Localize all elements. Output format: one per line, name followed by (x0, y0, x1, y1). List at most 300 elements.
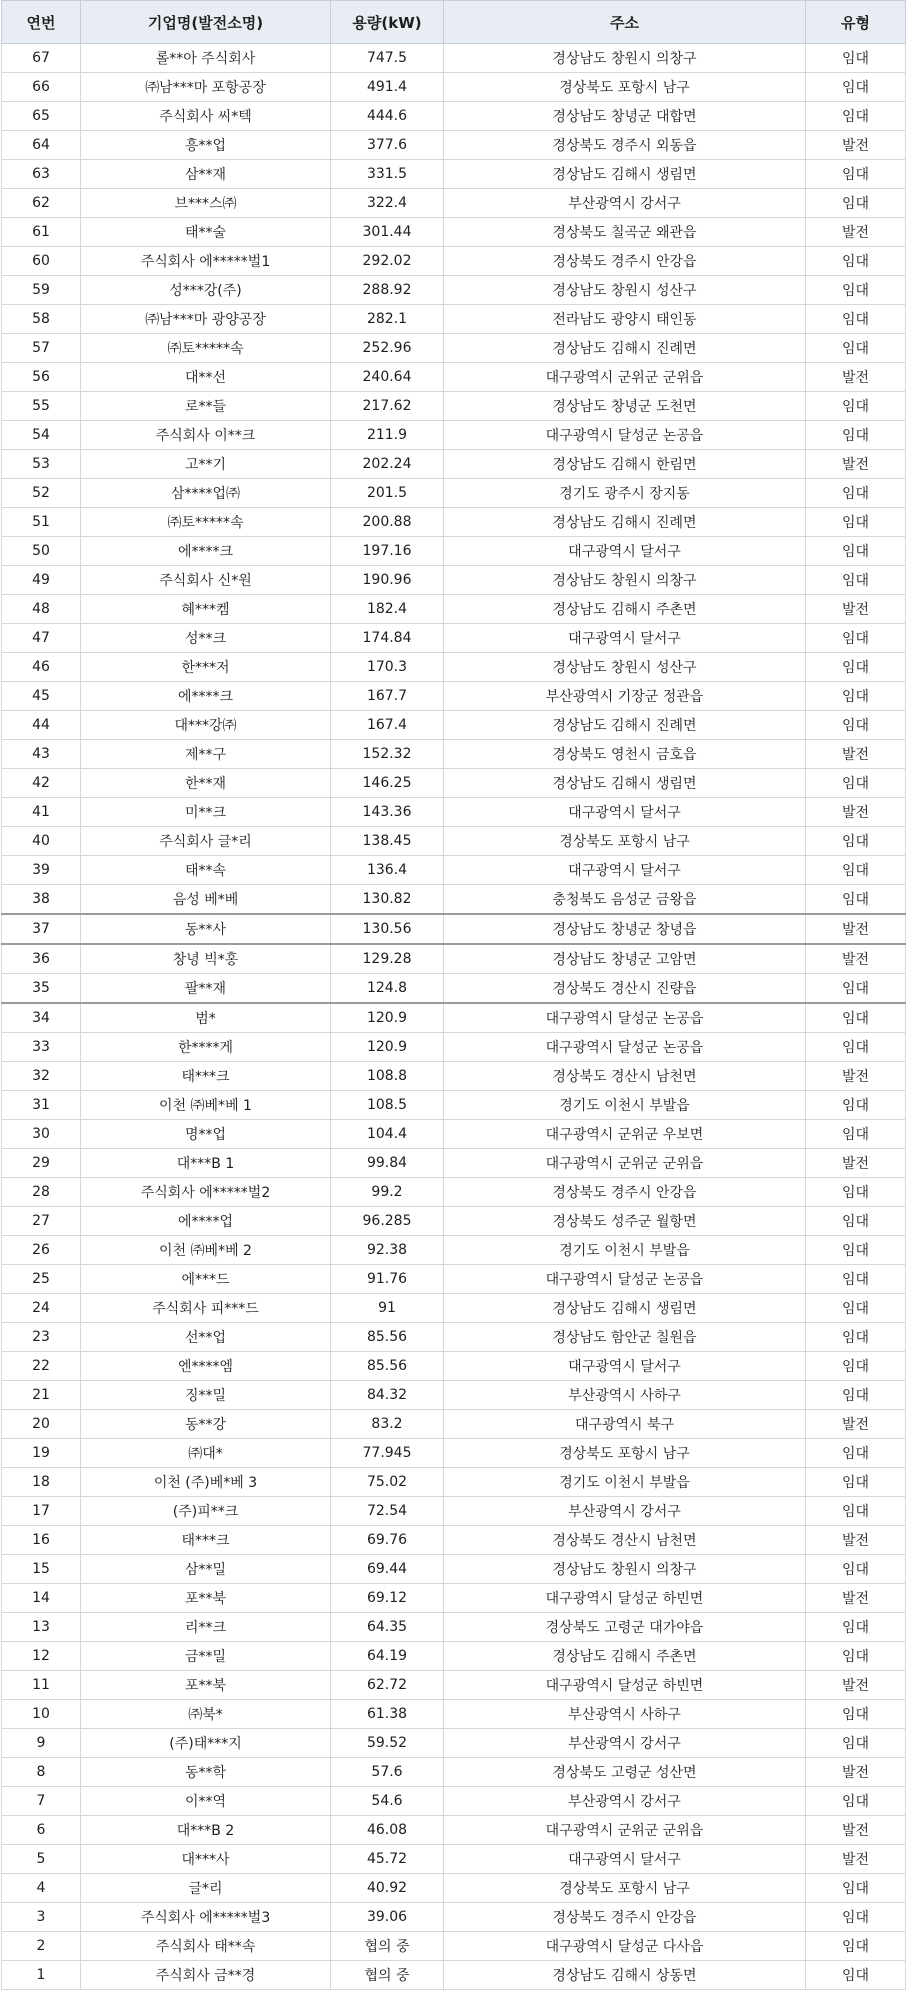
cell-type: 임대 (806, 1700, 906, 1729)
cell-no: 47 (2, 624, 81, 653)
cell-address: 경상남도 창녕군 고암면 (444, 944, 806, 974)
table-row (2, 421, 906, 450)
cell-company: 흥**업 (81, 131, 331, 160)
table-row (2, 856, 906, 885)
cell-no: 42 (2, 769, 81, 798)
table-row (2, 1381, 906, 1410)
cell-no: 21 (2, 1381, 81, 1410)
cell-type: 임대 (806, 1874, 906, 1903)
table-row (2, 1961, 906, 1990)
cell-company: 주식회사 금**경 (81, 1961, 331, 1990)
table-row (2, 1932, 906, 1961)
cell-type: 발전 (806, 1149, 906, 1178)
cell-capacity: 301.44 (331, 218, 444, 247)
cell-address: 경상남도 창원시 성산구 (444, 653, 806, 682)
cell-address: 경상남도 창녕군 창녕읍 (444, 914, 806, 944)
cell-no: 18 (2, 1468, 81, 1497)
cell-no: 3 (2, 1903, 81, 1932)
cell-capacity: 292.02 (331, 247, 444, 276)
cell-no: 56 (2, 363, 81, 392)
cell-no: 14 (2, 1584, 81, 1613)
table-row (2, 392, 906, 421)
cell-company: 태**술 (81, 218, 331, 247)
table-row (2, 1903, 906, 1932)
cell-type: 임대 (806, 1294, 906, 1323)
cell-no: 24 (2, 1294, 81, 1323)
cell-capacity: 협의 중 (331, 1961, 444, 1990)
table-row (2, 73, 906, 102)
cell-no: 38 (2, 885, 81, 915)
cell-company: 브***스㈜ (81, 189, 331, 218)
cell-type: 발전 (806, 1062, 906, 1091)
table-row (2, 508, 906, 537)
cell-address: 대구광역시 달서구 (444, 798, 806, 827)
cell-address: 부산광역시 강서구 (444, 1729, 806, 1758)
cell-capacity: 69.12 (331, 1584, 444, 1613)
cell-company: 주식회사 에*****벌3 (81, 1903, 331, 1932)
table-row (2, 363, 906, 392)
table-row (2, 1439, 906, 1468)
cell-capacity: 62.72 (331, 1671, 444, 1700)
table-row (2, 1555, 906, 1584)
table-row (2, 1120, 906, 1149)
cell-capacity: 167.4 (331, 711, 444, 740)
cell-company: ㈜남***마 포항공장 (81, 73, 331, 102)
cell-no: 65 (2, 102, 81, 131)
cell-capacity: 288.92 (331, 276, 444, 305)
cell-type: 임대 (806, 624, 906, 653)
cell-company: 제**구 (81, 740, 331, 769)
cell-no: 57 (2, 334, 81, 363)
cell-capacity: 152.32 (331, 740, 444, 769)
cell-address: 대구광역시 북구 (444, 1410, 806, 1439)
cell-address: 경상북도 포항시 남구 (444, 73, 806, 102)
cell-company: ㈜토*****속 (81, 508, 331, 537)
cell-capacity: 322.4 (331, 189, 444, 218)
cell-address: 경상남도 김해시 진례면 (444, 334, 806, 363)
cell-type: 임대 (806, 1091, 906, 1120)
cell-capacity: 64.35 (331, 1613, 444, 1642)
cell-type: 발전 (806, 1816, 906, 1845)
cell-address: 경상남도 김해시 진례면 (444, 508, 806, 537)
cell-capacity: 85.56 (331, 1352, 444, 1381)
cell-no: 52 (2, 479, 81, 508)
cell-capacity: 217.62 (331, 392, 444, 421)
table-row (2, 944, 906, 974)
table-row (2, 479, 906, 508)
cell-no: 11 (2, 1671, 81, 1700)
table-row (2, 305, 906, 334)
cell-company: 동**사 (81, 914, 331, 944)
cell-type: 임대 (806, 711, 906, 740)
cell-company: ㈜남***마 광양공장 (81, 305, 331, 334)
cell-type: 발전 (806, 450, 906, 479)
cell-capacity: 252.96 (331, 334, 444, 363)
table-row (2, 769, 906, 798)
cell-no: 16 (2, 1526, 81, 1555)
table-row (2, 1700, 906, 1729)
cell-address: 경상남도 김해시 생림면 (444, 769, 806, 798)
cell-no: 43 (2, 740, 81, 769)
cell-capacity: 91.76 (331, 1265, 444, 1294)
table-body (2, 44, 906, 1990)
cell-type: 임대 (806, 44, 906, 73)
table-row (2, 711, 906, 740)
cell-no: 49 (2, 566, 81, 595)
cell-no: 40 (2, 827, 81, 856)
cell-capacity: 120.9 (331, 1003, 444, 1033)
table-row (2, 334, 906, 363)
table-row (2, 1410, 906, 1439)
cell-company: 주식회사 피***드 (81, 1294, 331, 1323)
cell-no: 20 (2, 1410, 81, 1439)
cell-capacity: 104.4 (331, 1120, 444, 1149)
cell-no: 34 (2, 1003, 81, 1033)
cell-type: 임대 (806, 1003, 906, 1033)
cell-capacity: 협의 중 (331, 1932, 444, 1961)
cell-address: 경상북도 칠곡군 왜관읍 (444, 218, 806, 247)
cell-no: 48 (2, 595, 81, 624)
cell-address: 대구광역시 달성군 하빈면 (444, 1584, 806, 1613)
cell-type: 임대 (806, 1207, 906, 1236)
cell-type: 임대 (806, 1903, 906, 1932)
cell-address: 부산광역시 강서구 (444, 1787, 806, 1816)
table-row (2, 1671, 906, 1700)
cell-no: 60 (2, 247, 81, 276)
cell-type: 임대 (806, 827, 906, 856)
cell-type: 임대 (806, 1120, 906, 1149)
cell-capacity: 240.64 (331, 363, 444, 392)
table-row (2, 885, 906, 915)
cell-company: ㈜대* (81, 1439, 331, 1468)
table-row (2, 1149, 906, 1178)
table-row (2, 1323, 906, 1352)
cell-no: 27 (2, 1207, 81, 1236)
cell-type: 임대 (806, 1178, 906, 1207)
cell-company: 주식회사 태**속 (81, 1932, 331, 1961)
cell-type: 임대 (806, 1236, 906, 1265)
cell-type: 임대 (806, 102, 906, 131)
cell-company: 엔****엠 (81, 1352, 331, 1381)
cell-company: 이천 (주)베*베 3 (81, 1468, 331, 1497)
cell-capacity: 108.8 (331, 1062, 444, 1091)
cell-capacity: 46.08 (331, 1816, 444, 1845)
cell-type: 발전 (806, 1671, 906, 1700)
cell-company: 한****게 (81, 1033, 331, 1062)
cell-company: 대**선 (81, 363, 331, 392)
cell-capacity: 130.56 (331, 914, 444, 944)
cell-company: 금**밀 (81, 1642, 331, 1671)
cell-capacity: 64.19 (331, 1642, 444, 1671)
cell-address: 부산광역시 강서구 (444, 189, 806, 218)
table-row (2, 1497, 906, 1526)
cell-capacity: 69.76 (331, 1526, 444, 1555)
table-row (2, 1874, 906, 1903)
cell-company: ㈜토*****속 (81, 334, 331, 363)
cell-address: 경상북도 경주시 외동읍 (444, 131, 806, 160)
header-company: 기업명(발전소명) (81, 1, 331, 44)
cell-address: 경상남도 김해시 생림면 (444, 160, 806, 189)
cell-type: 임대 (806, 1642, 906, 1671)
cell-address: 대구광역시 달성군 논공읍 (444, 1003, 806, 1033)
cell-no: 37 (2, 914, 81, 944)
cell-no: 4 (2, 1874, 81, 1903)
cell-type: 발전 (806, 740, 906, 769)
table-row (2, 1091, 906, 1120)
cell-company: 동**강 (81, 1410, 331, 1439)
table-row (2, 1758, 906, 1787)
cell-no: 33 (2, 1033, 81, 1062)
cell-address: 대구광역시 달성군 하빈면 (444, 1671, 806, 1700)
cell-company: 에****크 (81, 682, 331, 711)
table-row (2, 653, 906, 682)
cell-address: 경상북도 포항시 남구 (444, 827, 806, 856)
cell-address: 대구광역시 달성군 다사읍 (444, 1932, 806, 1961)
cell-no: 55 (2, 392, 81, 421)
cell-no: 58 (2, 305, 81, 334)
cell-type: 임대 (806, 1497, 906, 1526)
cell-capacity: 83.2 (331, 1410, 444, 1439)
table-row (2, 1613, 906, 1642)
cell-type: 임대 (806, 537, 906, 566)
cell-no: 12 (2, 1642, 81, 1671)
cell-address: 경상북도 고령군 대가야읍 (444, 1613, 806, 1642)
cell-capacity: 167.7 (331, 682, 444, 711)
cell-company: 리**크 (81, 1613, 331, 1642)
cell-company: 에***드 (81, 1265, 331, 1294)
cell-company: 성***강(주) (81, 276, 331, 305)
cell-capacity: 201.5 (331, 479, 444, 508)
table-row (2, 740, 906, 769)
cell-company: 태**속 (81, 856, 331, 885)
cell-company: 동**학 (81, 1758, 331, 1787)
table-row (2, 1468, 906, 1497)
table-row (2, 1294, 906, 1323)
cell-capacity: 377.6 (331, 131, 444, 160)
table-row (2, 1787, 906, 1816)
cell-company: 이천 ㈜베*베 2 (81, 1236, 331, 1265)
cell-no: 29 (2, 1149, 81, 1178)
cell-capacity: 84.32 (331, 1381, 444, 1410)
cell-type: 임대 (806, 247, 906, 276)
cell-no: 46 (2, 653, 81, 682)
cell-address: 경상남도 창원시 의창구 (444, 1555, 806, 1584)
cell-no: 44 (2, 711, 81, 740)
cell-capacity: 491.4 (331, 73, 444, 102)
table-row (2, 102, 906, 131)
cell-capacity: 282.1 (331, 305, 444, 334)
cell-capacity: 54.6 (331, 1787, 444, 1816)
cell-no: 51 (2, 508, 81, 537)
cell-capacity: 99.2 (331, 1178, 444, 1207)
cell-no: 36 (2, 944, 81, 974)
cell-address: 경상남도 김해시 상동면 (444, 1961, 806, 1990)
header-capacity: 용량(kW) (331, 1, 444, 44)
cell-address: 경상북도 경산시 남천면 (444, 1062, 806, 1091)
cell-no: 53 (2, 450, 81, 479)
cell-capacity: 197.16 (331, 537, 444, 566)
cell-capacity: 444.6 (331, 102, 444, 131)
cell-company: 포**북 (81, 1584, 331, 1613)
cell-type: 임대 (806, 974, 906, 1004)
cell-capacity: 59.52 (331, 1729, 444, 1758)
cell-address: 경상북도 경주시 안강읍 (444, 1178, 806, 1207)
cell-type: 임대 (806, 566, 906, 595)
cell-type: 임대 (806, 421, 906, 450)
cell-no: 54 (2, 421, 81, 450)
cell-capacity: 45.72 (331, 1845, 444, 1874)
cell-company: 에****업 (81, 1207, 331, 1236)
cell-capacity: 331.5 (331, 160, 444, 189)
cell-type: 임대 (806, 73, 906, 102)
cell-capacity: 72.54 (331, 1497, 444, 1526)
cell-no: 59 (2, 276, 81, 305)
cell-company: 글*리 (81, 1874, 331, 1903)
cell-company: 이**역 (81, 1787, 331, 1816)
cell-no: 10 (2, 1700, 81, 1729)
cell-type: 발전 (806, 1584, 906, 1613)
cell-address: 경기도 광주시 장지동 (444, 479, 806, 508)
cell-company: 선**업 (81, 1323, 331, 1352)
table-header (2, 1, 906, 44)
cell-no: 19 (2, 1439, 81, 1468)
cell-no: 64 (2, 131, 81, 160)
cell-address: 경상남도 창녕군 도천면 (444, 392, 806, 421)
cell-company: 한**재 (81, 769, 331, 798)
cell-capacity: 99.84 (331, 1149, 444, 1178)
cell-address: 대구광역시 군위군 우보면 (444, 1120, 806, 1149)
cell-address: 경상남도 창녕군 대합면 (444, 102, 806, 131)
table-row (2, 1178, 906, 1207)
table-row (2, 160, 906, 189)
cell-company: 대***강㈜ (81, 711, 331, 740)
cell-company: 미**크 (81, 798, 331, 827)
cell-company: 주식회사 신*원 (81, 566, 331, 595)
table-row (2, 1207, 906, 1236)
cell-address: 경상북도 경주시 안강읍 (444, 1903, 806, 1932)
cell-company: 태***크 (81, 1526, 331, 1555)
cell-type: 발전 (806, 131, 906, 160)
cell-company: 포**북 (81, 1671, 331, 1700)
cell-address: 경상북도 경산시 남천면 (444, 1526, 806, 1555)
cell-no: 28 (2, 1178, 81, 1207)
cell-company: 징**밀 (81, 1381, 331, 1410)
table-row (2, 566, 906, 595)
cell-capacity: 138.45 (331, 827, 444, 856)
cell-no: 35 (2, 974, 81, 1004)
cell-address: 경상북도 경주시 안강읍 (444, 247, 806, 276)
table-row (2, 537, 906, 566)
table-row (2, 974, 906, 1004)
cell-address: 경상북도 포항시 남구 (444, 1874, 806, 1903)
cell-address: 경상북도 성주군 월항면 (444, 1207, 806, 1236)
cell-address: 대구광역시 달서구 (444, 537, 806, 566)
cell-capacity: 91 (331, 1294, 444, 1323)
cell-company: ㈜북* (81, 1700, 331, 1729)
cell-company: 대***B 2 (81, 1816, 331, 1845)
cell-type: 임대 (806, 1787, 906, 1816)
table-row (2, 624, 906, 653)
table-row (2, 1003, 906, 1033)
cell-capacity: 39.06 (331, 1903, 444, 1932)
cell-type: 발전 (806, 1526, 906, 1555)
cell-address: 부산광역시 사하구 (444, 1381, 806, 1410)
cell-no: 25 (2, 1265, 81, 1294)
cell-capacity: 61.38 (331, 1700, 444, 1729)
cell-type: 임대 (806, 1468, 906, 1497)
cell-no: 15 (2, 1555, 81, 1584)
cell-capacity: 136.4 (331, 856, 444, 885)
table-row (2, 44, 906, 73)
cell-type: 임대 (806, 1961, 906, 1990)
cell-capacity: 143.36 (331, 798, 444, 827)
cell-company: 성**크 (81, 624, 331, 653)
cell-capacity: 190.96 (331, 566, 444, 595)
table-row (2, 798, 906, 827)
cell-capacity: 96.285 (331, 1207, 444, 1236)
cell-company: 명**업 (81, 1120, 331, 1149)
cell-capacity: 92.38 (331, 1236, 444, 1265)
cell-no: 17 (2, 1497, 81, 1526)
cell-type: 임대 (806, 508, 906, 537)
cell-address: 대구광역시 군위군 군위읍 (444, 1149, 806, 1178)
cell-capacity: 747.5 (331, 44, 444, 73)
cell-no: 50 (2, 537, 81, 566)
cell-capacity: 40.92 (331, 1874, 444, 1903)
cell-company: 고**기 (81, 450, 331, 479)
cell-company: 롤**아 주식회사 (81, 44, 331, 73)
cell-type: 발전 (806, 944, 906, 974)
cell-type: 발전 (806, 218, 906, 247)
cell-company: 로**들 (81, 392, 331, 421)
cell-company: 대***사 (81, 1845, 331, 1874)
cell-address: 경상북도 고령군 성산면 (444, 1758, 806, 1787)
cell-type: 임대 (806, 276, 906, 305)
table-row (2, 1033, 906, 1062)
cell-no: 13 (2, 1613, 81, 1642)
cell-type: 발전 (806, 1758, 906, 1787)
cell-type: 발전 (806, 595, 906, 624)
cell-capacity: 69.44 (331, 1555, 444, 1584)
cell-no: 41 (2, 798, 81, 827)
cell-address: 경상남도 창원시 의창구 (444, 44, 806, 73)
table-row (2, 1352, 906, 1381)
cell-company: 주식회사 이**크 (81, 421, 331, 450)
cell-capacity: 120.9 (331, 1033, 444, 1062)
cell-company: 에****크 (81, 537, 331, 566)
table-row (2, 1816, 906, 1845)
cell-address: 경기도 이천시 부발읍 (444, 1468, 806, 1497)
cell-type: 발전 (806, 914, 906, 944)
cell-address: 대구광역시 달서구 (444, 624, 806, 653)
cell-company: 한***저 (81, 653, 331, 682)
cell-address: 경상남도 창원시 성산구 (444, 276, 806, 305)
cell-type: 임대 (806, 1352, 906, 1381)
cell-company: 범* (81, 1003, 331, 1033)
cell-company: 주식회사 에*****벌2 (81, 1178, 331, 1207)
cell-type: 발전 (806, 1410, 906, 1439)
table-row (2, 595, 906, 624)
table-row (2, 1845, 906, 1874)
cell-no: 2 (2, 1932, 81, 1961)
cell-no: 30 (2, 1120, 81, 1149)
cell-capacity: 108.5 (331, 1091, 444, 1120)
cell-address: 경상남도 김해시 주촌면 (444, 1642, 806, 1671)
cell-address: 전라남도 광양시 태인동 (444, 305, 806, 334)
cell-address: 부산광역시 강서구 (444, 1497, 806, 1526)
cell-type: 발전 (806, 1845, 906, 1874)
cell-address: 대구광역시 달성군 논공읍 (444, 1033, 806, 1062)
